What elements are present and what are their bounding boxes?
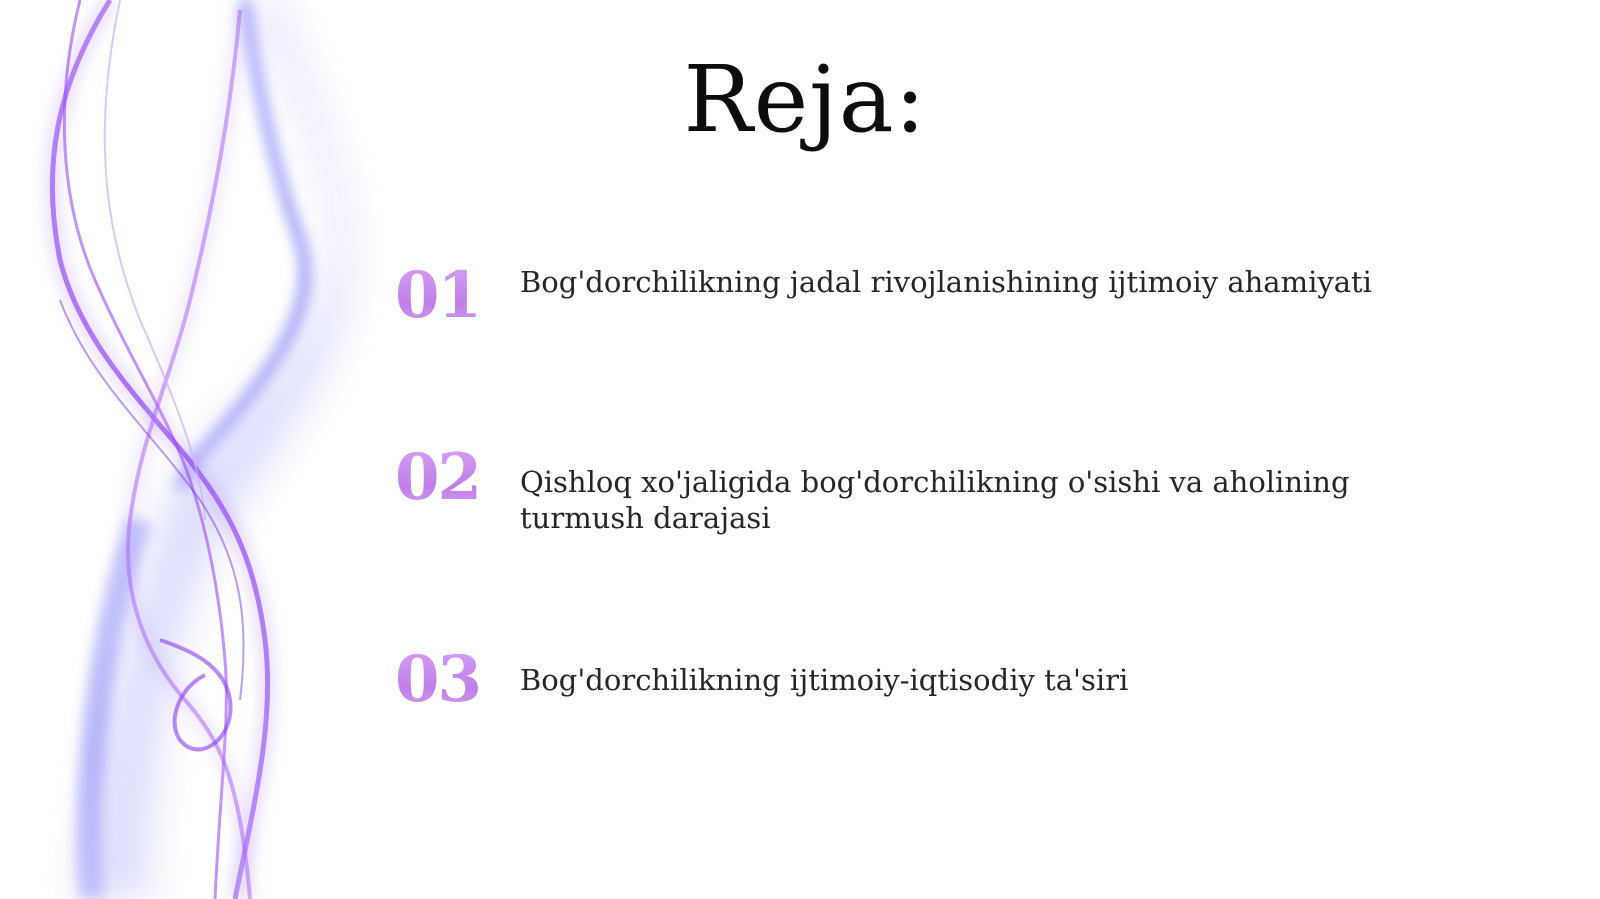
item-number: 02	[395, 438, 495, 518]
list-item	[395, 256, 1395, 376]
list-item	[395, 640, 1395, 760]
item-text: Bog'dorchilikning jadal rivojlanishining ijtimoiy ahamiyati	[520, 265, 1372, 299]
item-text: Bog'dorchilikning ijtimoiy-iqtisodiy ta'siri	[520, 663, 1129, 697]
list-item	[395, 438, 1395, 558]
slide-title: Reja:	[683, 46, 927, 153]
purple-smoke-ribbon	[0, 0, 380, 899]
item-number: 03	[395, 640, 495, 720]
item-text: Qishloq xo'jaligida bog'dorchilikning o'sishi va aholining turmush darajasi	[520, 465, 1350, 535]
item-number: 01	[395, 256, 495, 336]
